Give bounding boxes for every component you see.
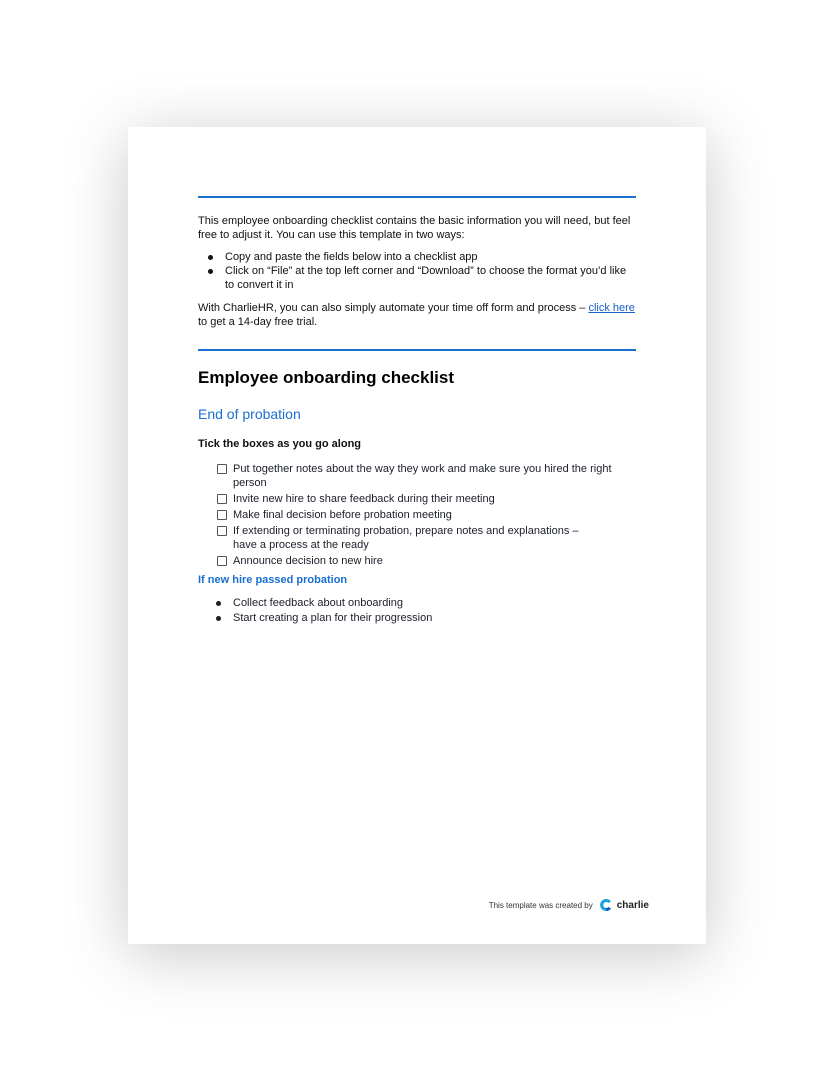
checkbox[interactable] (217, 464, 227, 474)
checkbox[interactable] (217, 510, 227, 520)
checkbox[interactable] (217, 494, 227, 504)
passed-list (198, 596, 636, 626)
checklist-item (198, 462, 648, 490)
checklist-item (198, 554, 648, 568)
top-divider (198, 196, 636, 198)
intro-paragraph: This employee onboarding checklist contains the basic information you will need, but feel free to adjust it. You can use this template in two ways: (198, 215, 631, 241)
instruction-text: Tick the boxes as you go along (198, 438, 362, 450)
passed-heading: If new hire passed probation (198, 574, 348, 586)
checklist-item-text: Put together notes about the way they work and make sure you hired the right person (233, 463, 612, 489)
bullet-icon (216, 601, 221, 606)
cta-text: With CharlieHR, you can also simply automate your time off form and process – (198, 302, 589, 314)
charlie-logo-icon (599, 898, 613, 912)
intro-section (198, 214, 636, 329)
list-item-text: Click on “File” at the top left corner and “Download” to choose the format you’d like to convert it in (225, 265, 627, 291)
checkbox[interactable] (217, 526, 227, 536)
footer-credit (489, 898, 649, 912)
checklist (198, 462, 648, 570)
checklist-item-text: Announce decision to new hire (233, 555, 383, 567)
cta-text-end: to get a 14-day free trial. (198, 316, 318, 328)
charlie-logo-text: charlie (616, 899, 649, 911)
page-title: Employee onboarding checklist (198, 368, 455, 387)
list-item-text: Copy and paste the fields below into a checklist app (225, 251, 478, 263)
checkbox[interactable] (217, 556, 227, 566)
document-page (128, 127, 706, 944)
list-item (198, 596, 636, 611)
list-item (198, 250, 636, 264)
list-item (198, 611, 636, 626)
list-item-text: Start creating a plan for their progression (233, 612, 433, 624)
checklist-item (198, 524, 603, 552)
checklist-item (198, 508, 648, 522)
section-title: End of probation (198, 406, 301, 422)
checklist-item-text: If extending or terminating probation, prepare notes and explanations – have a process at the ready (233, 525, 579, 551)
bullet-icon (208, 269, 213, 274)
cta-paragraph (198, 301, 636, 329)
footer-text: This template was created by (488, 900, 593, 910)
list-item (198, 264, 636, 292)
bullet-icon (216, 616, 221, 621)
checklist-item-text: Make final decision before probation meeting (233, 509, 452, 521)
list-item-text: Collect feedback about onboarding (233, 597, 404, 609)
bottom-divider (198, 349, 636, 351)
bullet-icon (208, 255, 213, 260)
click-here-link[interactable]: click here (588, 302, 635, 314)
checklist-item (198, 492, 648, 506)
checklist-item-text: Invite new hire to share feedback during their meeting (233, 493, 495, 505)
